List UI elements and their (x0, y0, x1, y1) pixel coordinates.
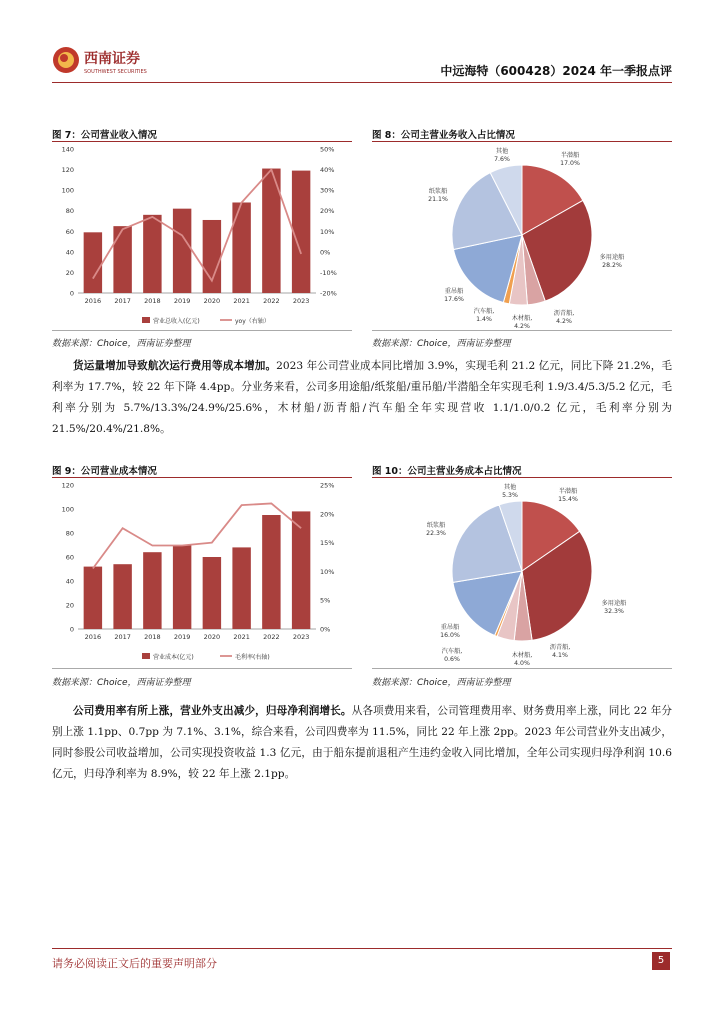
footer-rule (52, 948, 672, 949)
fig10-label: 多用途船 (601, 600, 627, 607)
fig8-label: 重吊船 (444, 288, 464, 295)
fig9-ytick: 0 (69, 625, 74, 634)
paragraph-cost (52, 356, 672, 440)
fig7-y2tick: 30% (320, 186, 335, 195)
fig7-xtick: 2018 (144, 297, 161, 305)
fig10-bottom-rule (372, 668, 672, 669)
fig7-y2tick: 50% (320, 145, 335, 154)
fig7-legend-line: yoy（右轴） (235, 318, 270, 325)
fig7-y2tick: 40% (320, 166, 335, 175)
fig10-label-value: 4.0% (514, 660, 530, 665)
paragraph-expense-heading: 公司费用率有所上涨，营业外支出减少，归母净利润增长。 (73, 705, 352, 717)
fig9-bar (203, 557, 221, 629)
fig7-ytick: 140 (61, 145, 74, 154)
fig7-xtick: 2021 (233, 297, 250, 305)
paragraph-expense-body: 从各项费用来看，公司管理费用率、财务费用率上涨，同比 22 年分别上涨 1.1pp、0.7pp 为 7.1%、3.1%，综合来看，公司四费率为 11.5%，同比 22 年上涨 2pp。2023 年公司营业外支出减少，同时参股公司收益增加，公司实现投资收益 1.3 亿元，由于船东提前退租产生违约金收入同比增加，全年公司实现归母净利润 10.6 亿元，归母净利率为 8.9%，较 22 年上涨 2.1pp。 (52, 705, 673, 780)
fig8-label-value: 21.1% (428, 196, 448, 203)
fig8-label-value: 7.6% (494, 156, 510, 163)
fig9-rule (52, 477, 352, 478)
fig8-label-value: 1.4% (476, 316, 492, 323)
fig9-y2tick: 20% (320, 510, 335, 519)
fig9-xtick: 2021 (233, 633, 250, 641)
fig9-xtick: 2016 (84, 633, 102, 641)
fig8-label-value: 17.6% (444, 296, 464, 303)
fig9-bar (84, 567, 102, 629)
fig10-title: 图 10：公司主营业务成本占比情况 (372, 466, 522, 477)
fig7-y2tick: 20% (320, 207, 335, 216)
fig8-label: 半潜船 (560, 152, 580, 159)
fig10-rule (372, 477, 672, 478)
fig9-source: 数据来源：Choice，西南证券整理 (52, 678, 191, 688)
fig7-bar (113, 226, 131, 293)
fig9-ytick: 80 (65, 529, 74, 538)
fig9-bar (262, 515, 280, 629)
fig10-label: 重吊船 (440, 624, 460, 631)
logo-subtext: SOUTHWEST SECURITIES (84, 69, 147, 75)
fig7-ytick: 120 (61, 166, 74, 175)
fig9-xtick: 2018 (144, 633, 161, 641)
fig7-y2tick: -20% (320, 289, 337, 298)
fig9-xtick: 2022 (263, 633, 280, 641)
fig10-label-value: 22.3% (426, 530, 446, 537)
fig10-label: 纸浆船 (426, 522, 446, 529)
fig9-bar (292, 511, 310, 629)
fig8-label-value: 17.0% (560, 160, 580, 167)
fig7-bar (292, 171, 310, 293)
fig10-label: 木材船, (511, 652, 533, 659)
fig10-label-value: 0.6% (444, 656, 460, 663)
fig7-source: 数据来源：Choice，西南证券整理 (52, 339, 191, 349)
fig10-label-value: 5.3% (502, 492, 518, 499)
fig9-y2tick: 5% (320, 596, 331, 605)
fig9-bar (113, 564, 131, 629)
fig10-chart (372, 479, 672, 665)
fig7-bar (84, 232, 102, 293)
fig7-bar (232, 202, 250, 293)
fig8-rule (372, 141, 672, 142)
fig9-ytick: 20 (65, 601, 74, 610)
fig10-label: 其他 (503, 484, 517, 491)
fig7-y2tick: -10% (320, 268, 337, 277)
fig7-bottom-rule (52, 330, 352, 331)
fig8-label-value: 4.2% (556, 318, 572, 325)
fig9-xtick: 2017 (114, 633, 131, 641)
fig7-legend-bar: 营业总收入(亿元) (153, 318, 200, 325)
fig7-y2tick: 0% (320, 248, 331, 257)
fig7-ytick: 80 (65, 207, 74, 216)
fig8-source: 数据来源：Choice，西南证券整理 (372, 339, 511, 349)
fig7-xtick: 2017 (114, 297, 131, 305)
fig7-chart (52, 143, 352, 333)
paragraph-cost-heading: 货运量增加导致航次运行费用等成本增加。 (73, 360, 277, 372)
fig7-xtick: 2019 (173, 297, 191, 305)
fig8-title: 图 8：公司主营业务收入占比情况 (372, 130, 515, 141)
fig9-legend-bar-swatch (142, 653, 150, 659)
fig7-y2tick: 10% (320, 227, 335, 236)
page-number: 5 (652, 952, 670, 970)
fig7-rule (52, 141, 352, 142)
fig9-y2tick: 25% (320, 481, 335, 490)
fig10-source: 数据来源：Choice，西南证券整理 (372, 678, 511, 688)
fig9-y2tick: 15% (320, 539, 335, 548)
fig7-bar (143, 215, 161, 293)
fig9-bottom-rule (52, 668, 352, 669)
fig9-title: 图 9：公司营业成本情况 (52, 466, 157, 477)
report-title: 中远海特（600428）2024 年一季报点评 (440, 64, 672, 78)
fig8-label: 多用途船 (599, 254, 625, 261)
company-logo (52, 44, 152, 78)
fig9-y2tick: 0% (320, 625, 331, 634)
fig9-xtick: 2023 (292, 633, 310, 641)
fig8-label: 汽车船, (473, 308, 495, 315)
fig10-label-value: 32.3% (604, 608, 624, 615)
fig7-xtick: 2023 (292, 297, 310, 305)
fig7-xtick: 2022 (263, 297, 280, 305)
fig8-chart (372, 143, 672, 329)
fig7-ytick: 20 (65, 268, 74, 277)
fig9-ytick: 100 (61, 505, 74, 514)
fig9-legend-bar: 营业成本(亿元) (153, 654, 194, 661)
fig9-bar (143, 552, 161, 629)
fig8-label: 其他 (495, 148, 509, 155)
fig7-ytick: 40 (65, 248, 74, 257)
paragraph-cost-body: 2023 年公司营业成本同比增加 3.9%，实现毛利 21.2 亿元，同比下降 21.2%，毛利率为 17.7%，较 22 年下降 4.4pp。分业务来看，公司多用途船/纸浆船/重吊船/半潜船全年实现毛利 1.9/3.4/5.3/5.2 亿元，毛利率分别为 5.7%/13.3%/24.9%/25.6%，木材船/沥青船/汽车船全年实现营收 1.1/1.0/0.2 亿元，毛利率分别为 21.5%/20.4%/21.8%。 (52, 360, 673, 435)
fig9-bar (232, 547, 250, 629)
fig9-ytick: 40 (65, 577, 74, 586)
fig8-bottom-rule (372, 330, 672, 331)
fig9-ytick: 120 (61, 481, 74, 490)
logo-text: 西南证券 (84, 51, 140, 67)
fig8-label-value: 4.2% (514, 323, 530, 329)
fig7-ytick: 100 (61, 186, 74, 195)
fig9-bar (173, 545, 191, 629)
paragraph-expense (52, 701, 672, 785)
fig10-label-value: 15.4% (558, 496, 578, 503)
fig9-legend-line: 毛利率(右轴) (235, 654, 270, 661)
fig10-label-value: 16.0% (440, 632, 460, 639)
fig9-y2tick: 10% (320, 567, 335, 576)
fig7-xtick: 2020 (203, 297, 221, 305)
fig7-ytick: 60 (65, 227, 74, 236)
fig8-label: 纸浆船 (428, 188, 448, 195)
fig9-ytick: 60 (65, 553, 74, 562)
fig9-chart (52, 479, 352, 669)
fig7-title: 图 7：公司营业收入情况 (52, 130, 157, 141)
fig7-ytick: 0 (69, 289, 74, 298)
fig8-label: 沥青船, (553, 310, 575, 317)
fig7-bar (173, 209, 191, 293)
fig10-label: 沥青船, (549, 644, 571, 651)
fig7-legend-bar-swatch (142, 317, 150, 323)
fig9-xtick: 2020 (203, 633, 221, 641)
fig10-label: 半潜船 (558, 488, 578, 495)
footer-disclaimer: 请务必阅读正文后的重要声明部分 (52, 957, 217, 970)
fig8-label: 木材船, (511, 315, 533, 322)
fig7-xtick: 2016 (84, 297, 102, 305)
header-rule (52, 82, 672, 83)
fig10-label: 汽车船, (441, 648, 463, 655)
fig10-label-value: 4.1% (552, 652, 568, 659)
fig9-xtick: 2019 (173, 633, 191, 641)
fig8-label-value: 28.2% (602, 262, 622, 269)
